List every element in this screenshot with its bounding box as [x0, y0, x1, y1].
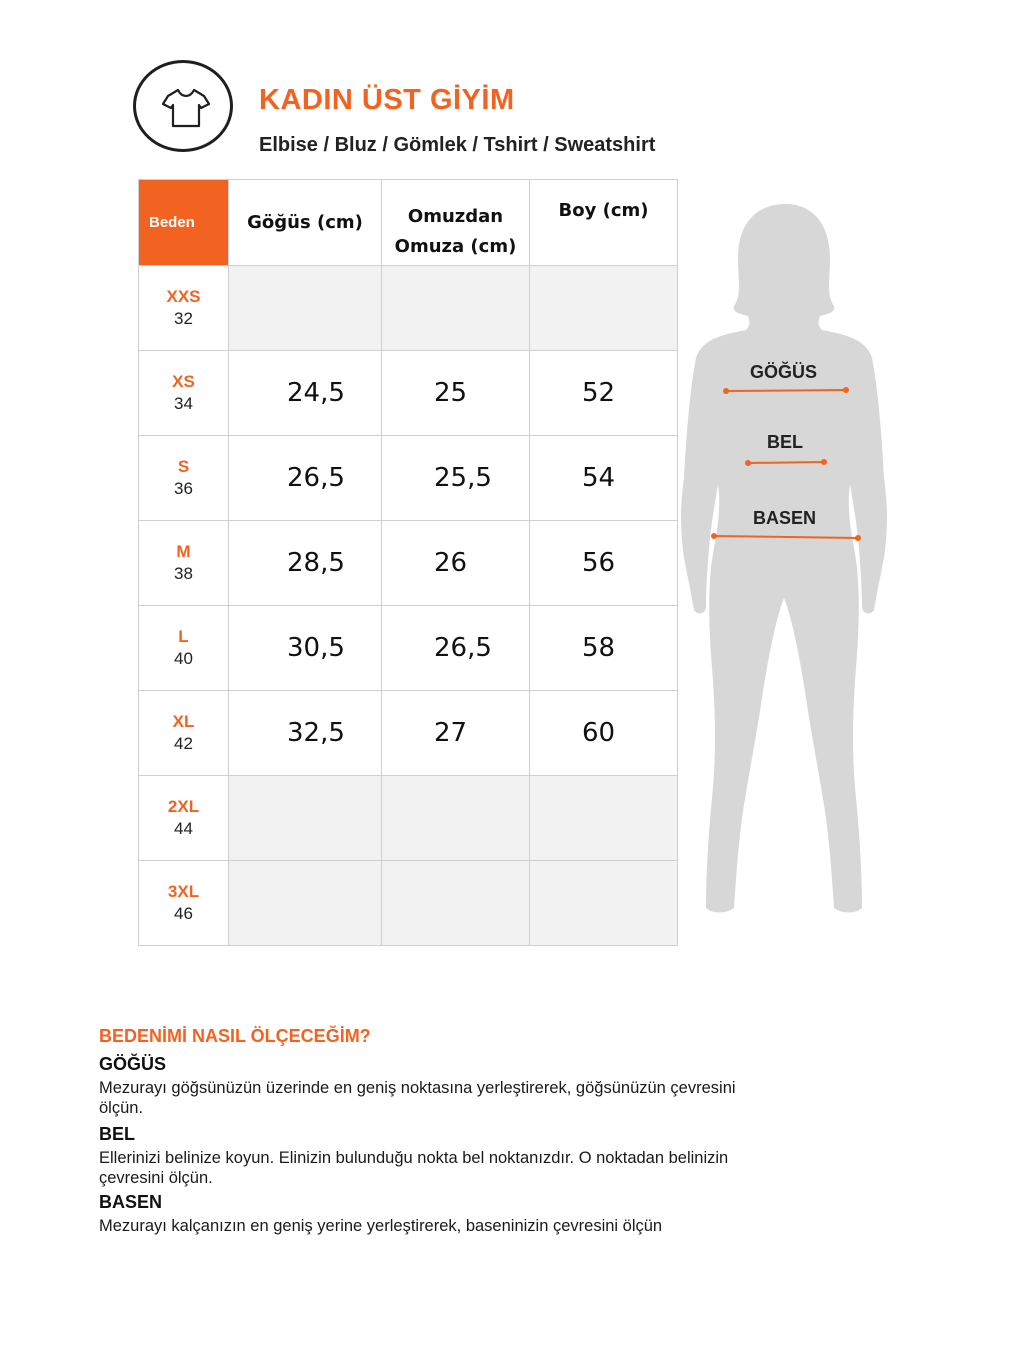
guide-waist-heading: BEL [99, 1124, 135, 1144]
chest-value: 28,5 [229, 521, 382, 606]
tshirt-icon [162, 87, 210, 129]
tshirt-logo [133, 60, 233, 152]
shoulder-value: 26,5 [382, 606, 530, 691]
guide-chest-heading: GÖĞÜS [99, 1054, 167, 1074]
body-silhouette [676, 198, 898, 918]
header-size: Beden [139, 180, 229, 266]
table-row [139, 266, 678, 351]
size-number: 44 [174, 819, 193, 838]
size-number: 40 [174, 649, 193, 668]
guide-hip-text: Mezurayı kalçanızın en geniş yerine yerleştirerek, baseninizin çevresini ölçün [99, 1217, 663, 1235]
length-value: 60 [530, 691, 678, 776]
header-shoulder-line2: Omuza (cm) [394, 235, 517, 257]
chest-value: 24,5 [229, 351, 382, 436]
table-row [139, 351, 678, 436]
guide-title: BEDENİMİ NASIL ÖLÇECEĞİM? [99, 1026, 371, 1046]
table-row [139, 776, 678, 861]
header-chest [229, 180, 382, 266]
size-cell [139, 351, 229, 436]
chest-value: 26,5 [229, 436, 382, 521]
size-code: S [177, 457, 190, 476]
shoulder-value: 27 [382, 691, 530, 776]
size-cell [139, 436, 229, 521]
shoulder-value [382, 861, 530, 946]
chest-value: 30,5 [229, 606, 382, 691]
size-cell [139, 861, 229, 946]
size-number: 36 [174, 479, 193, 498]
chest-value [229, 266, 382, 351]
guide-waist-text: Ellerinizi belinize koyun. Elinizin bulunduğu nokta bel noktanızdır. O noktadan belinizin çevresini ölçün. [99, 1149, 729, 1187]
header-length-label: Boy (cm) [558, 200, 649, 221]
table-body [139, 266, 678, 946]
header-shoulder [382, 180, 530, 266]
size-cell [139, 691, 229, 776]
table-row [139, 521, 678, 606]
size-cell [139, 606, 229, 691]
size-code: XXS [166, 287, 201, 306]
guide-hip-heading: BASEN [99, 1192, 163, 1212]
table-header-row [139, 180, 678, 266]
chest-value: 32,5 [229, 691, 382, 776]
length-value: 56 [530, 521, 678, 606]
size-number: 32 [174, 309, 193, 328]
length-value [530, 861, 678, 946]
hip-label: BASEN [753, 508, 817, 528]
size-chart-table [138, 179, 678, 946]
length-value: 54 [530, 436, 678, 521]
table-row [139, 606, 678, 691]
shoulder-value [382, 776, 530, 861]
length-value: 52 [530, 351, 678, 436]
size-code: 2XL [167, 797, 200, 816]
chest-value [229, 861, 382, 946]
guide-chest-text: Mezurayı göğsünüzün üzerinde en geniş noktasına yerleştirerek, göğsünüzün çevresini ölçün. [99, 1079, 736, 1117]
size-code: XL [172, 712, 195, 731]
table-row [139, 861, 678, 946]
chest-value [229, 776, 382, 861]
page-subtitle: Elbise / Bluz / Gömlek / Tshirt / Sweatshirt [259, 134, 656, 156]
header-shoulder-line1: Omuzdan [407, 205, 504, 227]
size-cell [139, 776, 229, 861]
shoulder-value: 25,5 [382, 436, 530, 521]
size-number: 42 [174, 734, 193, 753]
length-value [530, 776, 678, 861]
table-row [139, 691, 678, 776]
size-number: 34 [174, 394, 193, 413]
size-cell [139, 266, 229, 351]
size-number: 38 [174, 564, 193, 583]
size-code: M [176, 542, 191, 561]
shoulder-value: 25 [382, 351, 530, 436]
header-chest-label: Göğüs (cm) [247, 212, 363, 233]
chest-label: GÖĞÜS [750, 362, 818, 382]
size-code: 3XL [167, 882, 200, 901]
page-title: KADIN ÜST GİYİM [259, 84, 515, 116]
shoulder-value: 26 [382, 521, 530, 606]
length-value: 58 [530, 606, 678, 691]
table-row [139, 436, 678, 521]
size-number: 46 [174, 904, 193, 923]
waist-label: BEL [767, 432, 803, 452]
shoulder-value [382, 266, 530, 351]
size-code: L [178, 627, 189, 646]
size-code: XS [172, 372, 195, 391]
length-value [530, 266, 678, 351]
size-cell [139, 521, 229, 606]
header-length [530, 180, 678, 266]
